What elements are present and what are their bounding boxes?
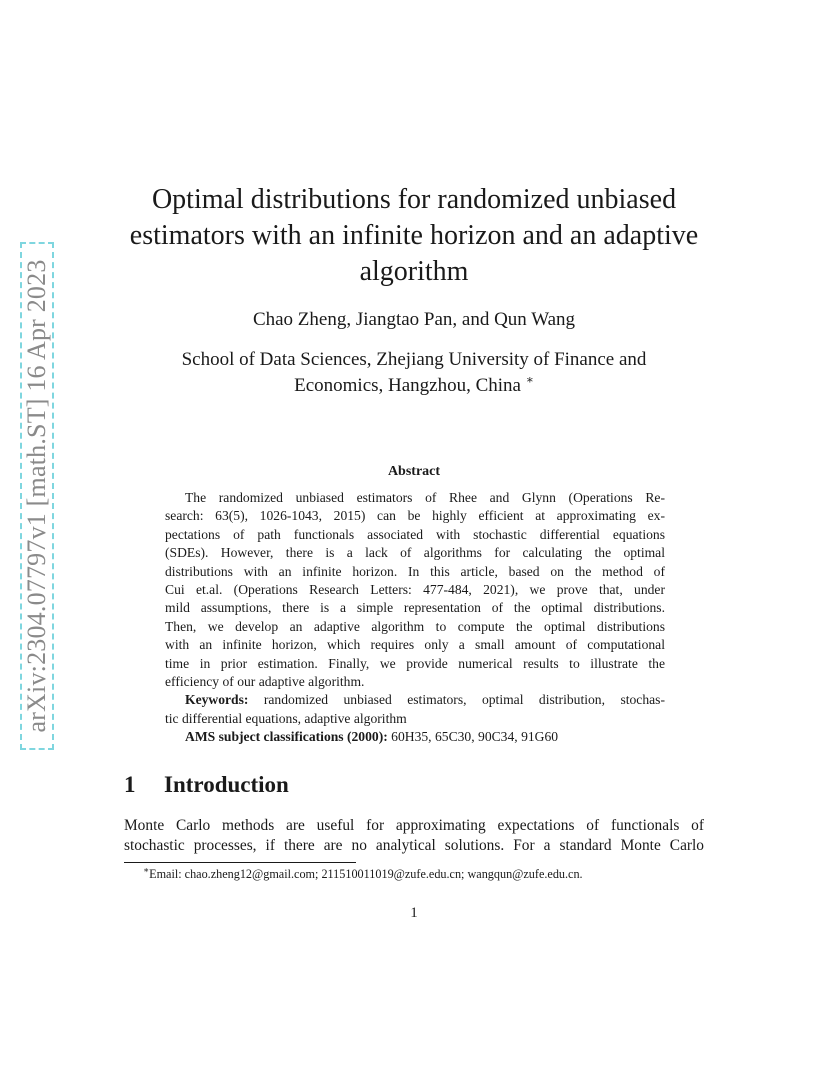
arxiv-identifier: arXiv:2304.07797v1 [math.ST] 16 Apr 2023 [22,259,51,733]
keywords-line: tic differential equations, adaptive algorithm [165,710,407,726]
page-number: 1 [410,905,418,921]
affiliation-text: Economics, Hangzhou, China [294,375,521,396]
abstract-line: (SDEs). However, there is a lack of algorithms for calculating the optimal [165,545,665,561]
affiliation-line: School of Data Sciences, Zhejiang University of Finance and [181,349,647,370]
ams-label: AMS subject classifications (2000): [185,729,388,745]
footnote-text: Email: chao.zheng12@gmail.com; 211510011019@zufe.edu.cn; wangqun@zufe.edu.cn. [149,867,583,881]
footnote-marker[interactable]: ∗ [525,372,534,387]
footnote-divider [124,862,356,863]
section-number: 1 [124,772,136,797]
footnote [143,864,583,882]
keywords-line [165,691,665,709]
section-title: Introduction [164,772,289,797]
abstract-line: search: 63(5), 1026-1043, 2015) can be highly efficient at approximating ex- [165,508,665,524]
abstract-line: Cui et.al. (Operations Research Letters: 477-484, 2021), we prove that, under [165,581,665,597]
paper-title [110,182,718,290]
ams-classification-line [165,728,665,746]
footnote-mark: ∗ [143,864,150,875]
section-heading [124,772,289,798]
body-line: stochastic processes, if there are no analytical solutions. For a standard Monte Carlo [124,837,704,854]
title-line: algorithm [359,256,469,287]
abstract-body [165,489,665,746]
affiliation-line [110,373,718,399]
title-line: estimators with an infinite horizon and an adaptive [129,220,699,251]
abstract-line: distributions with an infinite horizon. In this article, based on the method of [165,563,665,579]
abstract-heading: Abstract [387,464,441,479]
abstract-line: mild assumptions, there is a simple representation of the optimal distributions. [165,600,665,616]
abstract-line: pectations of path functionals associated with stochastic differential equations [165,526,665,542]
author-list: Chao Zheng, Jiangtao Pan, and Qun Wang [252,309,576,330]
body-line: Monte Carlo methods are useful for approximating expectations of functionals of [124,817,704,834]
introduction-body [124,816,704,856]
affiliation [110,347,718,399]
title-line: Optimal distributions for randomized unbiased [151,184,677,215]
abstract-line: with an infinite horizon, which requires only a small amount of computational [165,637,665,653]
abstract-line: Then, we develop an adaptive algorithm to compute the optimal distributions [165,618,665,634]
abstract-line: The randomized unbiased estimators of Rhee and Glynn (Operations Re- [185,490,665,505]
ams-codes: 60H35, 65C30, 90C34, 91G60 [391,729,559,745]
abstract-line: efficiency of our adaptive algorithm. [165,673,365,689]
keywords-text: randomized unbiased estimators, optimal distribution, stochas- [263,692,665,708]
abstract-line: time in prior estimation. Finally, we provide numerical results to illustrate the [165,655,665,671]
keywords-label: Keywords: [185,692,249,708]
